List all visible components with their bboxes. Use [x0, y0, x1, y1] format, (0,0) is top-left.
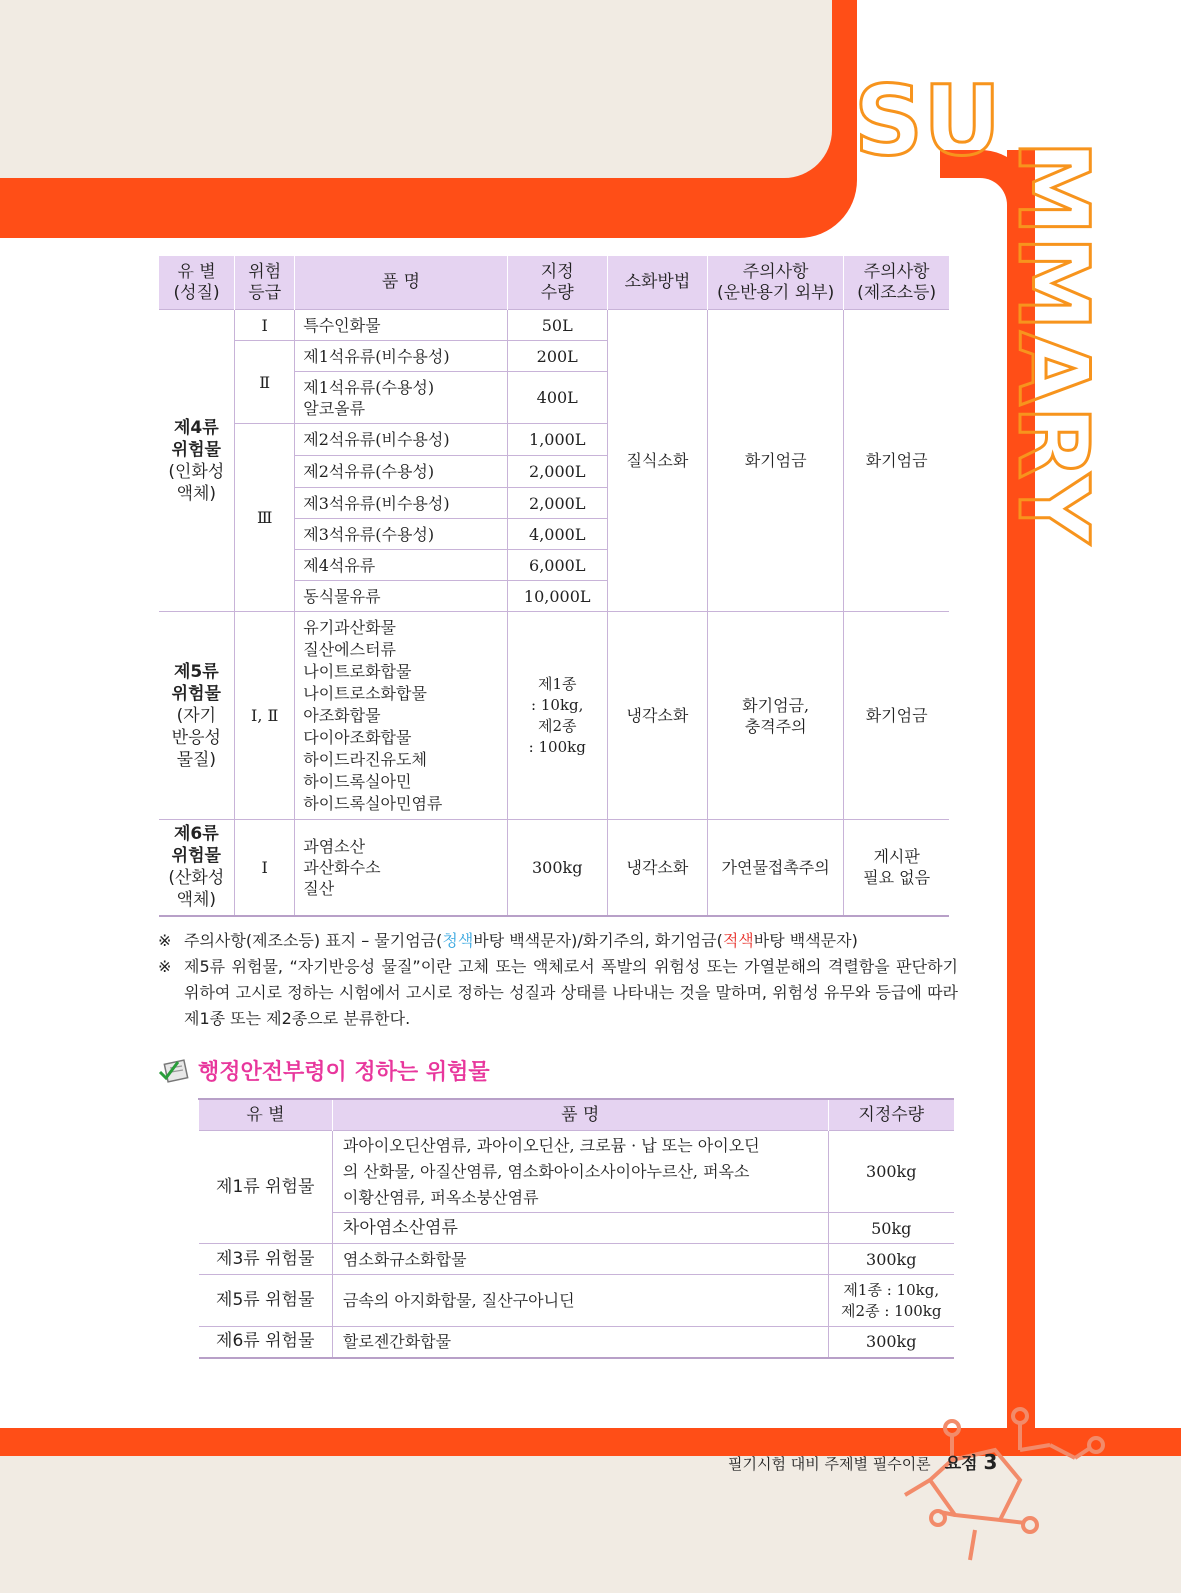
- item-cell: 과아이오딘산염류, 과아이오딘산, 크로뮴 · 납 또는 아이오딘 의 산화물, 아질산염류, 염소화아이소사이아누르산, 퍼옥소 이황산염류, 퍼옥소붕산염류: [332, 1131, 828, 1213]
- grade-cell: Ⅲ: [235, 424, 295, 612]
- table-row: [159, 820, 950, 916]
- item-cell: 제3석유류(수용성): [295, 519, 507, 550]
- summary-text: MMARY: [997, 140, 1109, 544]
- class5-caution-vehicle: 화기엄금, 충격주의: [708, 612, 844, 820]
- table-row: [199, 1244, 955, 1275]
- section-title: 행정안전부령이 정하는 위험물: [158, 1055, 490, 1086]
- header-caution-store: 주의사항 (제조소등): [844, 256, 949, 310]
- note-2: ※ 제5류 위험물, “자기반응성 물질”이란 고체 또는 액체로서 폭발의 위험성 또는 가열분해의 격렬함을 판단하기 위하여 고시로 정하는 시험에서 고시로 정하는 성질과 상태를 나타내는 것을 말하며, 위험성 유무와 등급에 따라 제1종 또는 제2종으로 분류한다.: [158, 957, 958, 1028]
- qty-cell: 300kg: [828, 1244, 954, 1275]
- header-caution-vehicle: 주의사항 (운반용기 외부): [708, 256, 844, 310]
- class6-caution-vehicle: 가연물접촉주의: [708, 820, 844, 916]
- table-header-row: [159, 256, 950, 310]
- class6-caution-store: 게시판 필요 없음: [844, 820, 949, 916]
- qty-cell: 2,000L: [507, 456, 607, 488]
- table-row: [199, 1275, 955, 1327]
- note-1: ※ 주의사항(제조소등) 표지 – 물기엄금(청색바탕 백색문자)/화기주의, 화기엄금(적색바탕 백색문자): [158, 931, 858, 950]
- class4-cell: 제4류 위험물 (인화성 액체): [159, 310, 235, 612]
- header-item: 품 명: [332, 1099, 828, 1131]
- table-row: [199, 1327, 955, 1358]
- qty-cell: 50L: [507, 310, 607, 341]
- class5-items: 유기과산화물 질산에스터류 나이트로화합물 나이트로소화합물 아조화합물 다이아조화합물 하이드라진유도체 하이드록실아민 하이드록실아민염류: [295, 612, 507, 820]
- grade-cell: Ⅱ: [235, 341, 295, 424]
- qty-cell: 200L: [507, 341, 607, 372]
- table-header-row: [199, 1099, 955, 1131]
- item-cell: 제3석유류(비수용성): [295, 488, 507, 519]
- qty-cell: 10,000L: [507, 581, 607, 612]
- header-class: 유 별 (성질): [159, 256, 235, 310]
- class-cell: 제5류 위험물: [199, 1275, 333, 1327]
- admin-hazard-table: [198, 1098, 954, 1359]
- header-class: 유 별: [199, 1099, 333, 1131]
- class5-qty: 제1종 : 10kg, 제2종 : 100kg: [507, 612, 607, 820]
- item-cell: 염소화규소화합물: [332, 1244, 828, 1275]
- class6-cell: 제6류 위험물 (산화성 액체): [159, 820, 235, 916]
- page-footer: [728, 1449, 997, 1474]
- header-qty: 지정수량: [828, 1099, 954, 1131]
- hazard-class-table: [158, 256, 949, 917]
- qty-cell: 300kg: [828, 1327, 954, 1358]
- grade-cell: Ⅰ, Ⅱ: [235, 612, 295, 820]
- class-cell: 제1류 위험물: [199, 1131, 333, 1244]
- molecule-decoration: [900, 1400, 1130, 1593]
- qty-cell: 6,000L: [507, 550, 607, 581]
- page-number: 3: [983, 1450, 998, 1474]
- qty-cell: 300kg: [828, 1131, 954, 1213]
- item-cell: 할로젠간화합물: [332, 1327, 828, 1358]
- header-grade: 위험 등급: [235, 256, 295, 310]
- item-cell: 금속의 아지화합물, 질산구아니딘: [332, 1275, 828, 1327]
- item-cell: 특수인화물: [295, 310, 507, 341]
- class-cell: 제3류 위험물: [199, 1244, 333, 1275]
- item-cell: 제2석유류(수용성): [295, 456, 507, 488]
- class6-extinguish: 냉각소화: [607, 820, 707, 916]
- class5-extinguish: 냉각소화: [607, 612, 707, 820]
- qty-cell: 2,000L: [507, 488, 607, 519]
- checklist-icon: [158, 1058, 190, 1084]
- item-cell: 제4석유류: [295, 550, 507, 581]
- grade-cell: Ⅰ: [235, 820, 295, 916]
- class6-qty: 300kg: [507, 820, 607, 916]
- qty-cell: 1,000L: [507, 424, 607, 456]
- table-row: [159, 310, 950, 341]
- table-row: [159, 612, 950, 820]
- qty-cell: 400L: [507, 372, 607, 424]
- section-label: 요점: [944, 1454, 978, 1474]
- header-item: 품 명: [295, 256, 507, 310]
- grade-cell: Ⅰ: [235, 310, 295, 341]
- item-cell: 제2석유류(비수용성): [295, 424, 507, 456]
- item-cell: 차아염소산염류: [332, 1213, 828, 1244]
- item-cell: 제1석유류(수용성) 알코올류: [295, 372, 507, 424]
- table-row: [199, 1131, 955, 1213]
- top-beige-panel: [0, 0, 832, 178]
- qty-cell: 50kg: [828, 1213, 954, 1244]
- item-cell: 동식물유류: [295, 581, 507, 612]
- svg-text:SU: SU: [854, 65, 1002, 177]
- qty-cell: 제1종 : 10kg, 제2종 : 100kg: [828, 1275, 954, 1327]
- class4-caution-vehicle: 화기엄금: [708, 310, 844, 612]
- item-cell: 제1석유류(비수용성): [295, 341, 507, 372]
- header-extinguish: 소화방법: [607, 256, 707, 310]
- class4-caution-store: 화기엄금: [844, 310, 949, 612]
- class5-caution-store: 화기엄금: [844, 612, 949, 820]
- class-cell: 제6류 위험물: [199, 1327, 333, 1358]
- book-title: 필기시험 대비 주제별 필수이론: [728, 1455, 931, 1473]
- header-qty: 지정 수량: [507, 256, 607, 310]
- class4-extinguish: 질식소화: [607, 310, 707, 612]
- class6-items: 과염소산 과산화수소 질산: [295, 820, 507, 916]
- notes: [158, 928, 958, 1032]
- qty-cell: 4,000L: [507, 519, 607, 550]
- class5-cell: 제5류 위험물 (자기 반응성 물질): [159, 612, 235, 820]
